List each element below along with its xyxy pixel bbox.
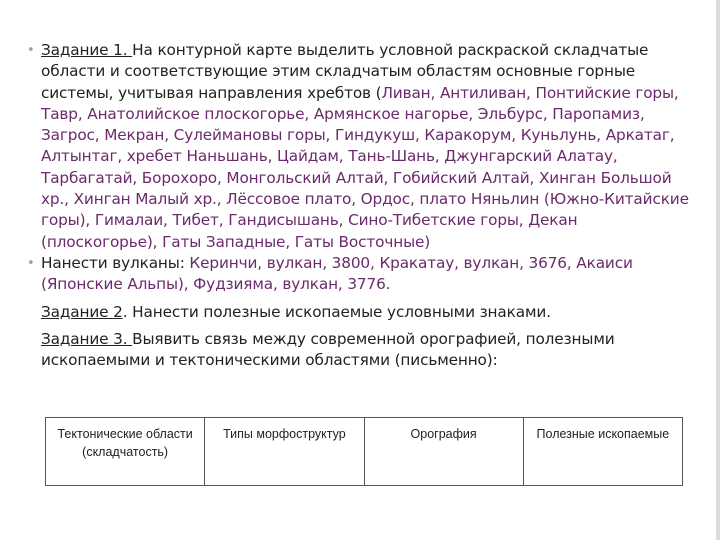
analysis-table-wrap (45, 417, 683, 486)
volcanoes-paragraph (27, 253, 697, 296)
task1-label: Задание 1. (41, 41, 133, 59)
table-header-cell: Полезные ископаемые (523, 418, 682, 486)
bullet-icon: • (27, 255, 35, 271)
bullet-icon: • (27, 43, 35, 58)
task1-text: На контурной карте выделить условной раскраской складчатые области и соответствующие этим складчатым областям основные горные системы, учитывая направления хребтов ( (41, 41, 649, 102)
table-header-cell: Типы морфоструктур (205, 418, 364, 486)
table-row (46, 418, 683, 486)
task2-text: . Нанести полезные ископаемые условными знаками. (122, 302, 551, 321)
task3-label: Задание 3. (41, 329, 133, 348)
volcanoes-list: Керинчи, вулкан, 3800, Кракатау, вулкан, 3676, Акаиси (Японские Альпы), Фудзияма, вулкан, 3776. (41, 253, 633, 294)
task3-paragraph (27, 329, 697, 372)
task1-close: ) (424, 232, 431, 251)
task3-text: Выявить связь между современной орографией, полезными ископаемыми и тектоническими областями (письменно): (41, 329, 615, 370)
volcanoes-label: Нанести вулканы: (41, 253, 190, 272)
task1-ranges: Ливан, Антиливан, Понтийские горы, Тавр, Анатолийское плоскогорье, Армянское нагорье, Эльбурс, Паропамиз, Загрос, Мекран, Сулеймановы горы, Гиндукуш, Каракорум, Куньлунь, Аркатаг, Алтынтаг, хребет Наньшань, Цайдам, Тань-Шань, Джунгарский Алатау, Тарбагатай, Борохоро, Монгольский Алтай, Гобийский Алтай, Хинган Большой хр., Хинган Малый хр., Лёссовое плато, Ордос, плато Няньлин (Южно-Китайские горы), Гималаи, Тибет, Гандисышань, Сино-Тибетские горы, Декан (плоскогорье), Гаты Западные, Гаты Восточные (41, 83, 689, 251)
table-header-cell: Тектонические области (складчатость) (46, 418, 205, 486)
task1-paragraph (27, 40, 697, 253)
table-header-cell: Орография (364, 418, 523, 486)
slide-edge (716, 0, 720, 540)
slide-content (27, 40, 697, 371)
task2-label: Задание 2 (41, 302, 123, 321)
task2-paragraph (27, 302, 697, 323)
analysis-table (45, 417, 683, 486)
